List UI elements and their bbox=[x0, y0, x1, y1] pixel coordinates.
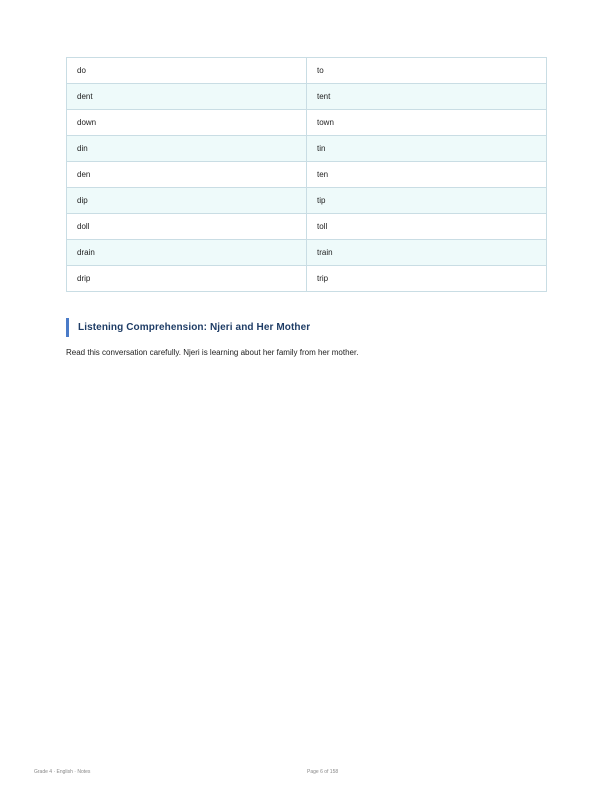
table-cell-d-word: down bbox=[67, 110, 307, 136]
table-cell-t-word: trip bbox=[307, 266, 547, 292]
table-cell-t-word: tent bbox=[307, 84, 547, 110]
table-row bbox=[67, 214, 547, 240]
table-row bbox=[67, 240, 547, 266]
table-cell-t-word: town bbox=[307, 110, 547, 136]
table-row bbox=[67, 136, 547, 162]
table-cell-d-word: drain bbox=[67, 240, 307, 266]
table-row bbox=[67, 162, 547, 188]
table-cell-d-word: din bbox=[67, 136, 307, 162]
section-heading: Listening Comprehension: Njeri and Her Mother bbox=[66, 318, 310, 337]
table-cell-t-word: tip bbox=[307, 188, 547, 214]
word-pair-table bbox=[66, 57, 547, 292]
table-row bbox=[67, 84, 547, 110]
footer-page-number: Page 6 of 158 bbox=[307, 769, 339, 775]
table-row bbox=[67, 110, 547, 136]
table-cell-t-word: toll bbox=[307, 214, 547, 240]
table-row bbox=[67, 266, 547, 292]
table-row bbox=[67, 188, 547, 214]
table-cell-t-word: tin bbox=[307, 136, 547, 162]
intro-paragraph: Read this conversation carefully. Njeri is learning about her family from her mother. bbox=[66, 348, 359, 357]
table-cell-d-word: dent bbox=[67, 84, 307, 110]
table-cell-d-word: dip bbox=[67, 188, 307, 214]
table-row bbox=[67, 58, 547, 84]
table-cell-t-word: to bbox=[307, 58, 547, 84]
table-cell-d-word: drip bbox=[67, 266, 307, 292]
footer-document-label: Grade 4 · English · Notes bbox=[34, 769, 91, 775]
table-cell-t-word: train bbox=[307, 240, 547, 266]
table-cell-d-word: den bbox=[67, 162, 307, 188]
table-cell-d-word: doll bbox=[67, 214, 307, 240]
table-cell-d-word: do bbox=[67, 58, 307, 84]
table-cell-t-word: ten bbox=[307, 162, 547, 188]
